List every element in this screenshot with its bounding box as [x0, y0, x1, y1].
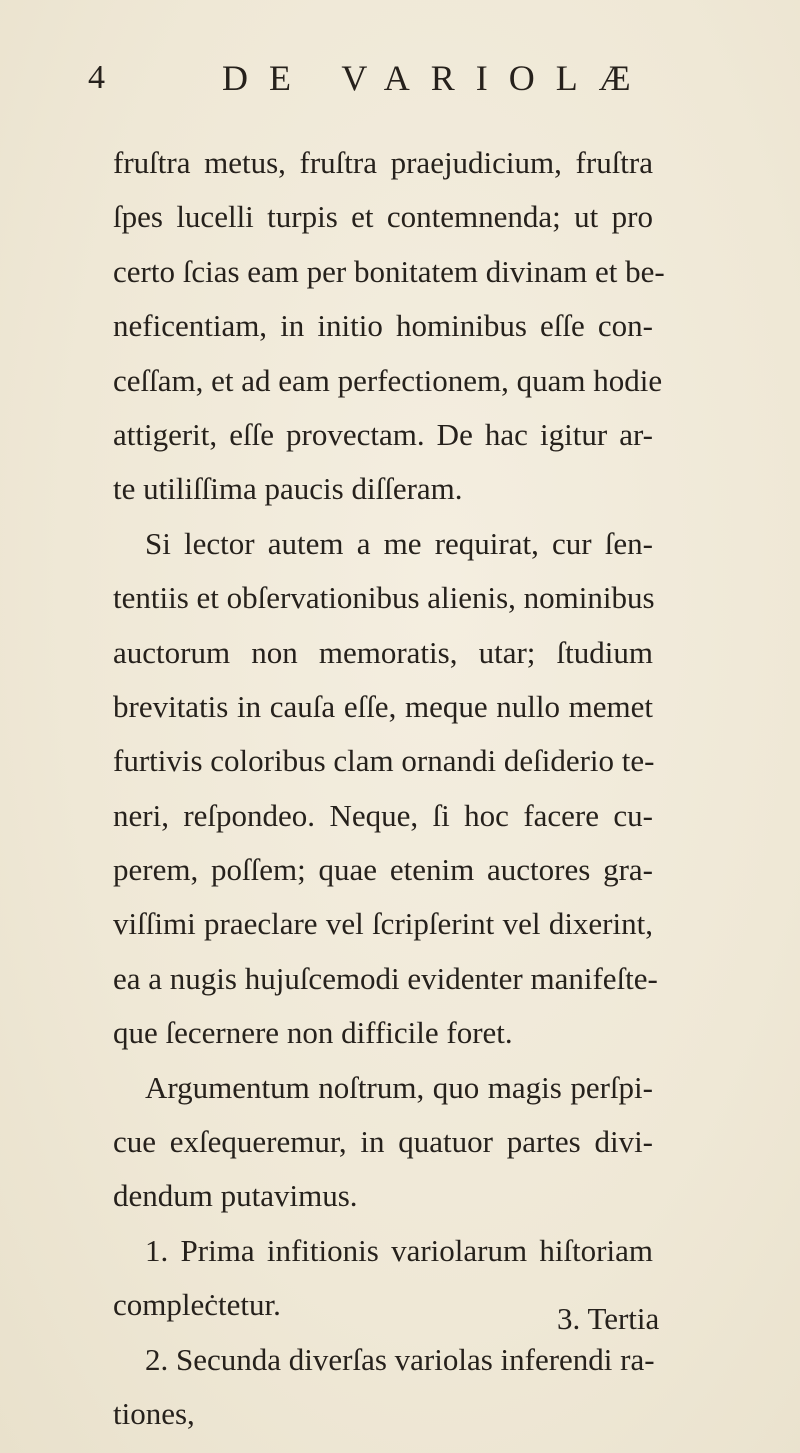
text-line: ſpes lucelli turpis et contemnenda; ut pro — [113, 199, 653, 235]
text-line: Argumentum noſtrum, quo magis perſpi- — [145, 1069, 653, 1105]
text-line: compleċtetur. — [113, 1287, 281, 1323]
catchword: 3. Tertia — [557, 1301, 660, 1336]
text-line: tiones, — [113, 1395, 195, 1431]
text-line: viſſimi praeclare vel ſcripſerint vel dixerint, — [113, 906, 653, 942]
text-line: tentiis et obſervationibus alienis, nominibus — [113, 580, 655, 616]
text-line: 2. Secunda diverſas variolas inferendi ra- — [145, 1341, 655, 1377]
text-line: dendum putavimus. — [113, 1178, 358, 1214]
page-number: 4 — [88, 59, 105, 96]
text-line: neri, reſpondeo. Neque, ſi hoc facere cu- — [113, 797, 653, 833]
text-line: Si lector autem a me requirat, cur ſen- — [145, 525, 653, 561]
text-line: certo ſcias eam per bonitatem divinam et be- — [113, 253, 665, 289]
text-line: ea a nugis hujuſcemodi evidenter manifeſte- — [113, 960, 658, 996]
text-line: neficentiam, in initio hominibus eſſe con- — [113, 308, 653, 344]
text-line: perem, poſſem; quae etenim auctores gra- — [113, 852, 653, 888]
text-line: te utiliſſima paucis diſſeram. — [113, 471, 463, 507]
page-header — [88, 52, 748, 112]
text-line: 1. Prima infitionis variolarum hiſtoriam — [145, 1232, 653, 1268]
text-line: que ſecernere non difficile foret. — [113, 1015, 513, 1051]
text-line: cue exſequeremur, in quatuor partes divi- — [113, 1124, 653, 1160]
running-head: DE VARIOLÆ — [222, 58, 652, 98]
text-line: attigerit, eſſe provectam. De hac igitur ar- — [113, 416, 653, 452]
text-line: auctorum non memoratis, utar; ſtudium — [113, 634, 653, 670]
text-line: fruſtra metus, fruſtra praejudicium, fruſtra — [113, 145, 653, 180]
text-line: ceſſam, et ad eam perfectionem, quam hodie — [113, 362, 663, 398]
text-line: furtivis coloribus clam ornandi deſiderio te- — [113, 743, 655, 779]
text-line: brevitatis in cauſa eſſe, meque nullo memet — [113, 688, 653, 724]
body-text — [113, 136, 665, 1441]
